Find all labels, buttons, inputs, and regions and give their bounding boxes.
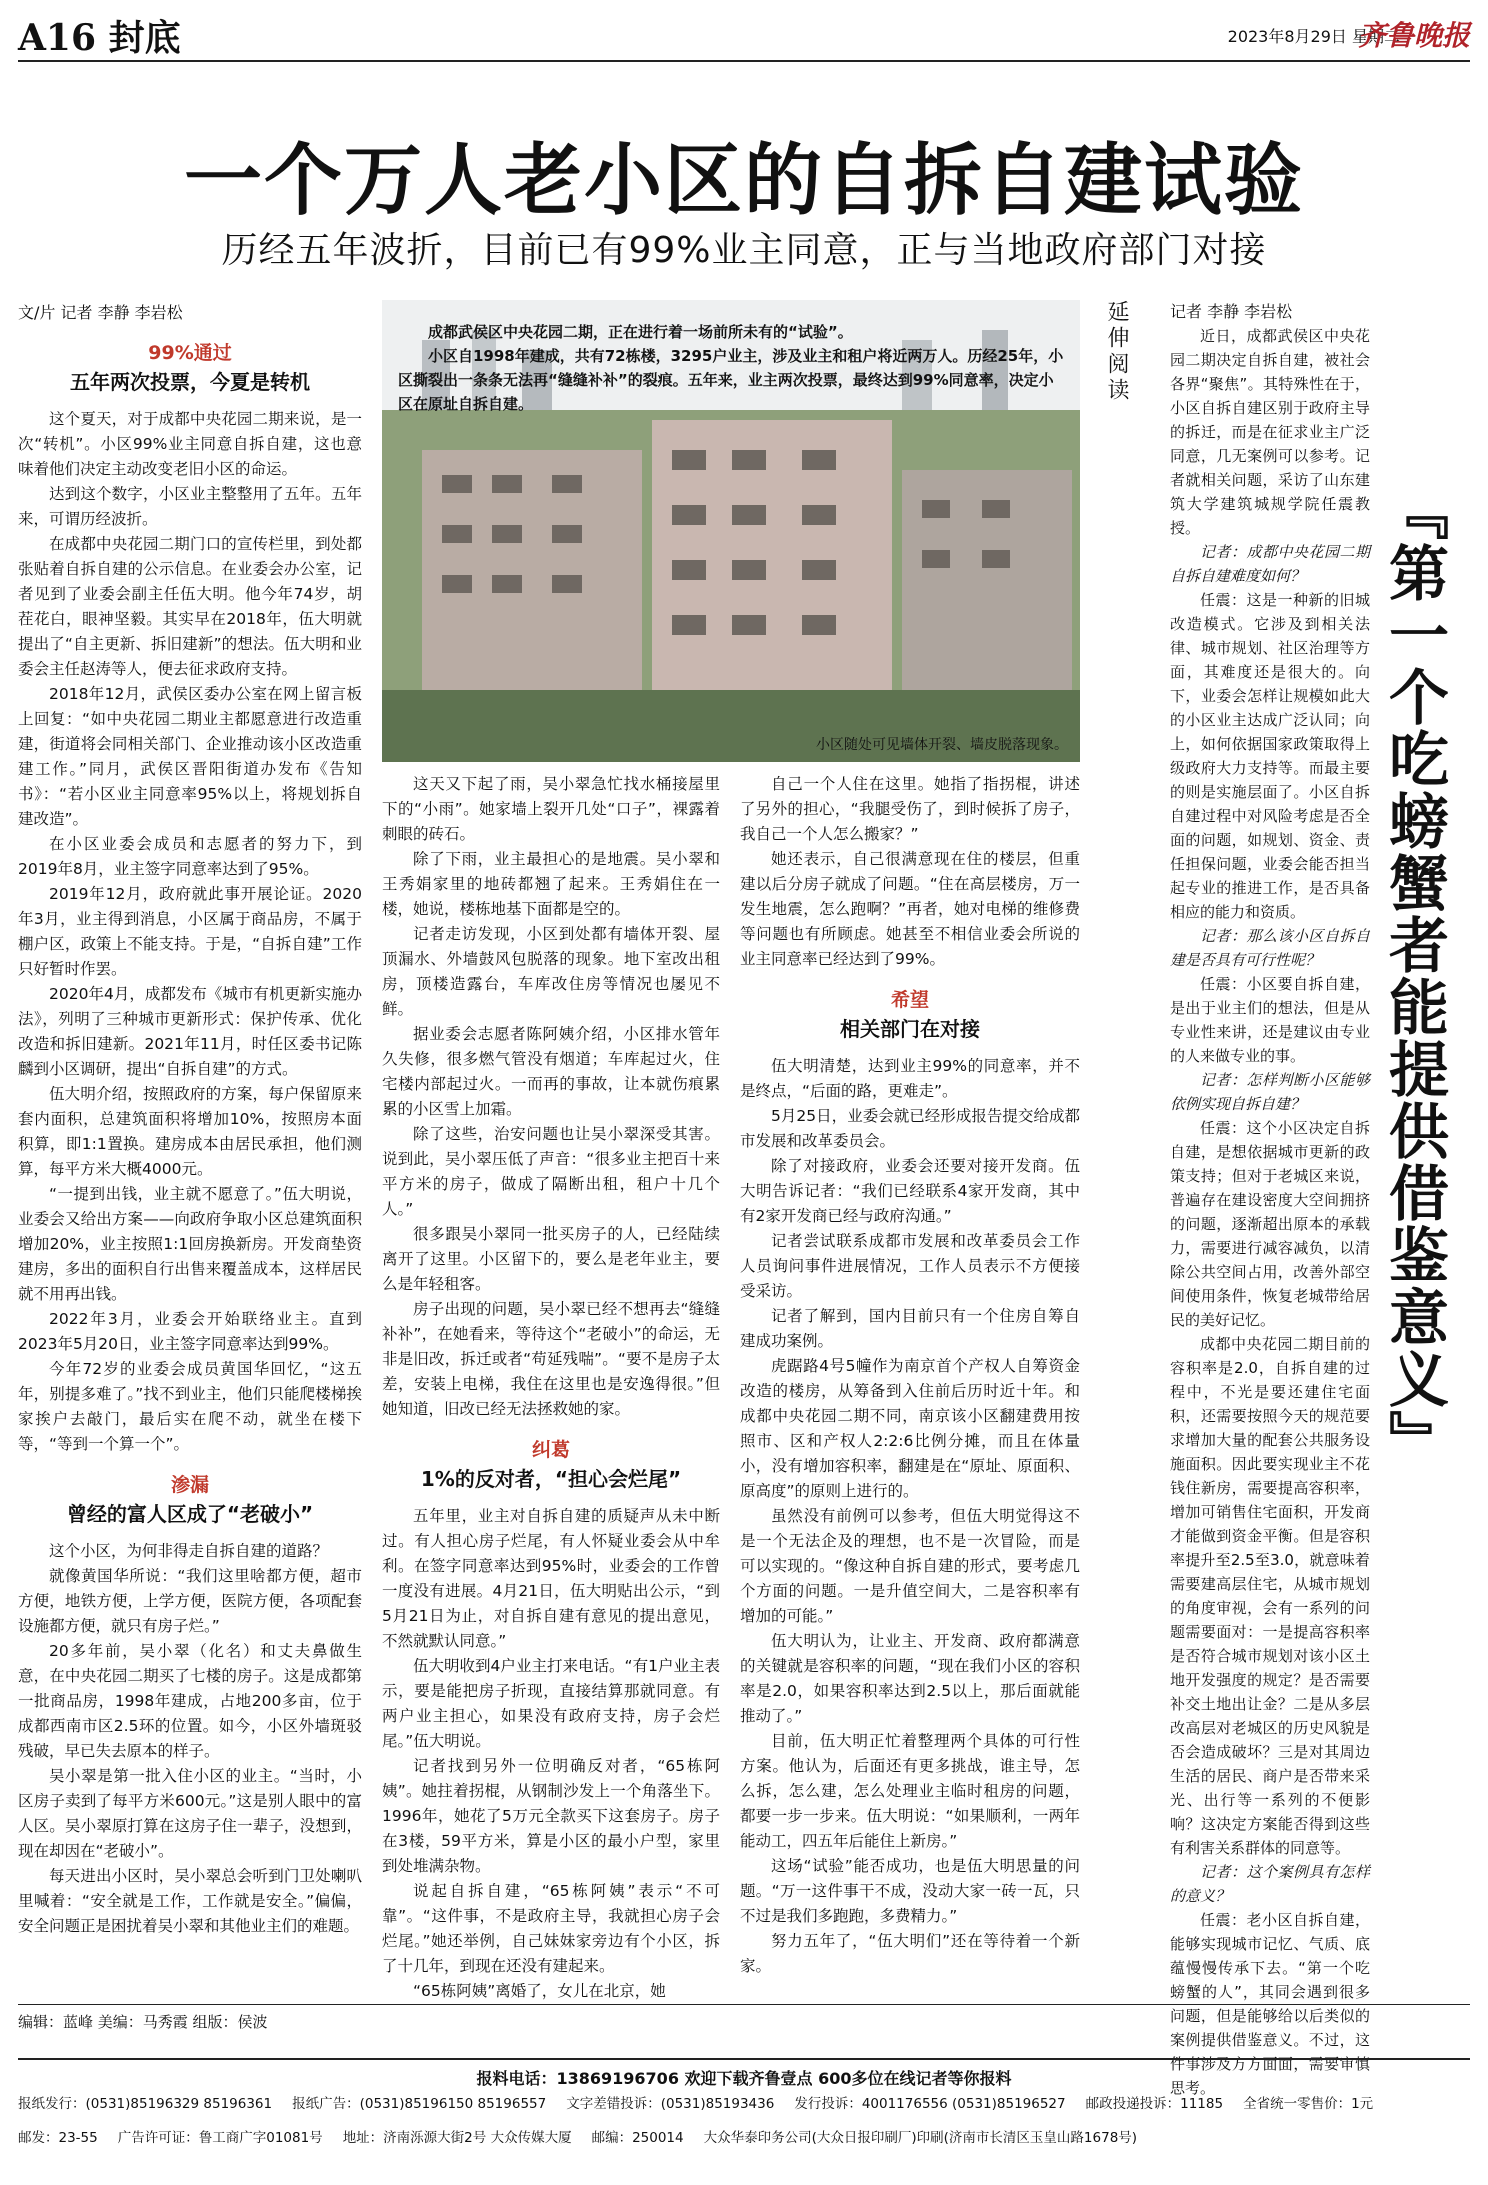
paragraph: 小区自1998年建成，共有72栋楼，3295户业主，涉及业主和租户将近两万人。历经25年，小区撕裂出一条条无法再“缝缝补补”的裂痕。五年来，业主两次投票，最终达到99%同意率，决定小区在原址自拆自建。 [398,347,1064,413]
photo-caption: 小区随处可见墙体开裂、墙皮脱落现象。 [816,737,1068,753]
headline: 一个万人老小区的自拆自建试验 [183,135,1304,226]
paragraph: 今年72岁的业委会成员黄国华回忆，“这五年，别提多难了。”找不到业主，他们只能爬楼梯挨家挨户去敲门，最后实在爬不动，就坐在楼下等，“等到一个算一个”。 [18,1360,362,1453]
paragraph: 就像黄国华所说：“我们这里啥都方便，超市方便，地铁方便，上学方便，医院方便，各项配套设施都方便，就只有房子烂。” [18,1567,362,1635]
section-title-1: 五年两次投票，今夏是转机 [70,370,310,394]
paragraph: 据业委会志愿者陈阿姨介绍，小区排水管年久失修，很多燃气管没有烟道；车库起过火，住宅楼内部起过火。一而再的事故，让本就伤痕累累的小区雪上加霜。 [382,1025,720,1118]
paragraph: 这场“试验”能否成功，也是伍大明思量的问题。“万一这件事干不成，没动大家一砖一瓦，只不过是我们多跑跑，多费精力。” [740,1857,1080,1925]
paragraph: 目前，伍大明正忙着整理两个具体的可行性方案。他认为，后面还有更多挑战，谁主导，怎么拆，怎么建，怎么处理业主临时租房的问题，都要一步一步来。伍大明说：“如果顺利，一两年能动工，四五年后能住上新房。” [740,1732,1080,1850]
paragraph: 伍大明介绍，按照政府的方案，每户保留原来套内面积，总建筑面积将增加10%，按照房本面积算，即1:1置换。建房成本由居民承担，他们测算，每平方米大概4000元。 [18,1085,362,1178]
footer-item: 邮编：250014 [591,2130,684,2146]
photo-intro [398,320,1064,416]
interview-answer: 近日，成都武侯区中央花园二期决定自拆自建，被社会各界“聚焦”。其特殊性在于，小区自拆自建区别于政府主导的拆迁，而是在征求业主广泛同意，几无案例可以参考。记者就相关问题，采访了山东建筑大学建筑城规学院任震教授。 [1170,327,1370,537]
section-title-3: 1%的反对者，“担心会烂尾” [420,1467,682,1491]
page-number: A16 封底 [18,17,181,59]
footer-row-1 [18,2092,1470,2112]
footer-item: 邮政投递投诉：11185 [1085,2096,1224,2112]
section-title-2: 曾经的富人区成了“老破小” [66,1502,314,1526]
interview-answer: 任震：这是一种新的旧城改造模式。它涉及到相关法律、城市规划、社区治理等方面，其难度还是很大的。向下，业委会怎样让规模如此大的小区业主达成广泛认同；向上，如何依据国家政策取得上级政府大力支持等。而最主要的则是实施层面了。小区自拆自建过程中对风险考虑是否全面的问题，如规划、资金、责任担保问题，业委会能否担当起专业的推进工作，是否具备相应的能力和资质。 [1170,591,1370,921]
paragraph: 除了对接政府，业委会还要对接开发商。伍大明告诉记者：“我们已经联系4家开发商，其中有2家开发商已经与政府沟通。” [740,1157,1080,1225]
photo-block [382,300,1080,762]
paragraph: 努力五年了，“伍大明们”还在等待着一个新家。 [740,1932,1080,1975]
paragraph: 每天进出小区时，吴小翠总会听到门卫处喇叭里喊着：“安全就是工作，工作就是安全。”偏偏，安全问题正是困扰着吴小翠和其他业主们的难题。 [18,1867,362,1935]
column-3-body-1 [740,772,1080,972]
paragraph: “一提到出钱，业主就不愿意了。”伍大明说，业委会又给出方案——向政府争取小区总建筑面积增加20%，业主按照1:1回房换新房。开发商垫资建房，多出的面积自行出售来覆盖成本，这样居民就不用再出钱。 [18,1185,362,1303]
column-2-body-2 [382,1504,720,2004]
footer-row-2 [18,2126,1470,2146]
paragraph: 20多年前，吴小翠（化名）和丈夫鼻做生意，在中央花园二期买了七楼的房子。这是成都第一批商品房，1998年建成，占地200多亩，位于成都西南市区2.5环的位置。如今，小区外墙斑驳残破，早已失去原本的样子。 [18,1642,362,1760]
paragraph: 五年里，业主对自拆自建的质疑声从未中断过。有人担心房子烂尾，有人怀疑业委会从中牟利。在签字同意率达到95%时，业委会的工作曾一度没有进展。4月21日，伍大明贴出公示，“到5月21日为止，对自拆自建有意见的提出意见，不然就默认同意。” [382,1507,720,1650]
paragraph: 很多跟吴小翠同一批买房子的人，已经陆续离开了这里。小区留下的，要么是老年业主，要么是年轻租客。 [382,1225,720,1293]
section-tag-1: 99%通过 [148,342,232,364]
paragraph: 虽然没有前例可以参考，但伍大明觉得这不是一个无法企及的理想，也不是一次冒险，而是可以实现的。“像这种自拆自建的形式，要考虑几个方面的问题。一是升值空间大，二是容积率有增加的可能。” [740,1507,1080,1625]
interview-byline: 记者 李静 李岩松 [1170,302,1293,321]
interview-answer: 成都中央花园二期目前的容积率是2.0，自拆自建的过程中，不光是要还建住宅面积，还需要按照今天的规范要求增加大量的配套公共服务设施面积。因此要实现业主不花钱住新房，需要提高容积率，增加可销售住宅面积，开发商才能做到资金平衡。但是容积率提升至2.5至3.0，就意味着需要建高层住宅，从城市规划的角度审视，会有一系列的问题需要面对：一是提高容积率是否符合城市规划对该小区土地开发强度的规定？是否需要补交土地出让金？二是从多层改高层对老城区的历史风貌是否会造成破坏？三是对其周边生活的居民、商户是否带来采光、出行等一系列的不便影响？这决定方案能否得到这些有利害关系群体的同意等。 [1170,1335,1370,1857]
paragraph: 伍大明认为，让业主、开发商、政府都满意的关键就是容积率的问题，“现在我们小区的容积率是2.0，如果容积率达到2.5以上，那后面就能推动了。” [740,1632,1080,1725]
paragraph: 说起自拆自建，“65栋阿姨”表示“不可靠”。“这件事，不是政府主导，我就担心房子会烂尾。”她还举例，自己妹妹家旁边有个小区，拆了十几年，到现在还没有建起来。 [382,1882,720,1975]
paragraph: 虎踞路4号5幢作为南京首个产权人自筹资金改造的楼房，从筹备到入住前后历时近十年。和成都中央花园二期不同，南京该小区翻建费用按照市、区和产权人2:2:6比例分摊，而且在体量小，没有增加容积率，翻建是在“原址、原面积、原高度”的原则上进行的。 [740,1357,1080,1500]
paragraph: 5月25日，业委会就已经形成报告提交给成都市发展和改革委员会。 [740,1107,1080,1150]
footer-item: 全省统一零售价：1元 [1243,2096,1374,2112]
paragraph: 房子出现的问题，吴小翠已经不想再去“缝缝补补”，在她看来，等待这个“老破小”的命运，无非是旧改，拆迁或者“苟延残喘”。“要不是房子太差，安装上电梯，我住在这里也是安逸得很。”但她知道，旧改已经无法拯救她的家。 [382,1300,720,1418]
footer-item: 邮发：23-55 [18,2130,98,2146]
byline: 文/片 记者 李静 李岩松 [18,303,183,322]
interview-answer: 任震：老小区自拆自建，能够实现城市记忆、气质、底蕴慢慢传承下去。“第一个吃螃蟹的人”，其同会遇到很多问题，但是能够给以后类似的案例提供借鉴意义。不过，这件事涉及方方面面，需要审慎思考。 [1170,1911,1370,2097]
paragraph: 在成都中央花园二期门口的宣传栏里，到处都张贴着自拆自建的公示信息。在业委会办公室，记者见到了业委会副主任伍大明。他今年74岁，胡茬花白，眼神坚毅。其实早在2018年，伍大明就提出了“自主更新、拆旧建新”的想法。伍大明和业委会主任赵涛等人，便去征求政府支持。 [18,535,362,678]
section-title-4: 相关部门在对接 [840,1017,980,1041]
interview-answer: 任震：这个小区决定自拆自建，是想依据城市更新的政策支持；但对于老城区来说，普遍存在建设密度大空间拥挤的问题，逐渐超出原本的承载力，需要进行减容减负，以清除公共空间占用，改善外部空间使用条件，恢复老城带给居民的美好记忆。 [1170,1119,1370,1329]
interview-body [1170,324,1370,2100]
footer-item: 文字差错投诉：(0531)85193436 [566,2096,775,2112]
section-body-1 [18,407,362,1457]
footer-item: 广告许可证：鲁工商广字01081号 [117,2130,323,2146]
footer-item: 报纸广告：(0531)85196150 85196557 [292,2096,547,2112]
paragraph: 2019年12月，政府就此事开展论证。2020年3月，业主得到消息，小区属于商品房，不属于棚户区，政策上不能支持。于是，“自拆自建”工作只好暂时作罢。 [18,885,362,978]
footer-item: 地址：济南泺源大街2号 大众传媒大厦 [342,2130,572,2146]
interview-answer: 任震：小区要自拆自建，是出于业主们的想法，但是从专业性来讲，还是建议由专业的人来做专业的事。 [1170,975,1370,1065]
interview-title: 『第一个吃螃蟹者能提供借鉴意义』 [1379,480,1449,1472]
footer-item: 报纸发行：(0531)85196329 85196361 [18,2096,273,2112]
paragraph: 记者找到另外一位明确反对者，“65栋阿姨”。她拄着拐棍，从钢制沙发上一个角落坐下。1996年，她花了5万元全款买下这套房子。房子在3楼，59平方米，算是小区的最小户型，家里到处堆满杂物。 [382,1757,720,1875]
paper-logo: 齐鲁晚报 [1357,19,1470,52]
interview-question: 记者：怎样判断小区能够依例实现自拆自建？ [1170,1071,1370,1113]
extended-reading-label: 延伸阅读 [1104,300,1129,404]
paragraph: 除了这些，治安问题也让吴小翠深受其害。说到此，吴小翠压低了声音：“很多业主把百十来平方米的房子，做成了隔断出租，租户十几个人。” [382,1125,720,1218]
paragraph: 这个小区，为何非得走自拆自建的道路？ [49,1542,329,1560]
paragraph: 2022年3月，业委会开始联络业主。直到2023年5月20日，业主签字同意率达到99%。 [18,1310,362,1353]
footer-hotline: 报料电话：13869196706 欢迎下载齐鲁壹点 600多位在线记者等你报料 [18,2058,1470,2089]
paragraph: 伍大明清楚，达到业主99%的同意率，并不是终点，“后面的路，更难走”。 [740,1057,1080,1100]
paragraph: 记者走访发现，小区到处都有墙体开裂、屋顶漏水、外墙鼓风包脱落的现象。地下室改出租房，顶楼造露台，车库改住房等情况也屡见不鲜。 [382,925,720,1018]
paragraph: 2020年4月，成都发布《城市有机更新实施办法》，列明了三种城市更新形式：保护传承、优化改造和拆旧建新。2021年11月，时任区委书记陈麟到小区调研，提出“自拆自建”的方式。 [18,985,362,1078]
column-3 [740,772,1080,1979]
issue-date: 2023年8月29日 星期二 [1227,27,1400,46]
paragraph: 成都武侯区中央花园二期，正在进行着一场前所未有的“试验”。 [428,323,853,341]
section-body-2 [18,1539,362,1939]
interview-question: 记者：这个案例具有怎样的意义？ [1170,1863,1370,1905]
paragraph: 在小区业委会成员和志愿者的努力下，到2019年8月，业主签字同意率达到了95%。 [18,835,362,878]
paragraph: 除了下雨，业主最担心的是地震。吴小翠和王秀娟家里的地砖都翘了起来。王秀娟住在一楼，她说，楼栋地基下面都是空的。 [382,850,720,918]
paragraph: 达到这个数字，小区业主整整用了五年。五年来，可谓历经波折。 [18,485,362,528]
paragraph: 记者尝试联系成都市发展和改革委员会工作人员询问事件进展情况，工作人员表示不方便接受采访。 [740,1232,1080,1300]
footer-item: 发行投诉：4001176556 (0531)85196527 [794,2096,1066,2112]
column-2-body-1 [382,772,720,1422]
paragraph: 她还表示，自己很满意现在住的楼层，但重建以后分房子就成了问题。“住在高层楼房，万一发生地震，怎么跑啊？”再者，她对电梯的维修费等问题也有所顾虑。她甚至不相信业委会所说的业主同意率已经达到了99%。 [740,850,1080,968]
interview-question: 记者：成都中央花园二期自拆自建难度如何？ [1170,543,1370,585]
column-3-body-2 [740,1054,1080,1979]
footer-item: 大众华泰印务公司(大众日报印刷厂)印刷(济南市长清区玉皇山路1678号) [703,2130,1138,2146]
column-1 [18,300,362,1939]
masthead [18,10,1470,62]
subheadline: 历经五年波折，目前已有99%业主同意，正与当地政府部门对接 [221,230,1267,271]
section-tag-4: 希望 [890,989,929,1011]
interview-question: 记者：那么该小区自拆自建是否具有可行性呢？ [1170,927,1370,969]
paragraph: 自己一个人住在这里。她指了指拐棍，讲述了另外的担心，“我腿受伤了，到时候拆了房子，我自己一个人怎么搬家？” [740,775,1080,843]
paragraph: 记者了解到，国内目前只有一个住房自筹自建成功案例。 [740,1307,1080,1350]
column-2 [382,772,720,2004]
paragraph: 这天又下起了雨，吴小翠急忙找水桶接屋里下的“小雨”。她家墙上裂开几处“口子”，裸露着刺眼的砖石。 [382,775,720,843]
paragraph: 2018年12月，武侯区委办公室在网上留言板上回复：“如中央花园二期业主都愿意进行改造重建，街道将会同相关部门、企业推动该小区改造重建工作。”同月，武侯区晋阳街道办发布《告知书》：“若小区业主同意率95%以上，将规划拆自建改造”。 [18,685,362,828]
section-tag-3: 纠葛 [531,1439,570,1461]
paragraph: 伍大明收到4户业主打来电话。“有1户业主表示，要是能把房子折现，直接结算那就同意。有两户业主担心，如果没有政府支持，房子会烂尾。”伍大明说。 [382,1657,720,1750]
editor-credits: 编辑：蓝峰 美编：马秀霞 组版：侯波 [18,2004,1470,2032]
paragraph: 吴小翠是第一批入住小区的业主。“当时，小区房子卖到了每平方米600元。”这是别人眼中的富人区。吴小翠原打算在这房子住一辈子，没想到，现在却因在“老破小”。 [18,1767,362,1860]
paragraph: 这个夏天，对于成都中央花园二期来说，是一次“转机”。小区99%业主同意自拆自建，这也意味着他们决定主动改变老旧小区的命运。 [18,410,362,478]
section-tag-2: 渗漏 [170,1474,209,1496]
paragraph: “65栋阿姨”离婚了，女儿在北京，她 [413,1982,666,2000]
